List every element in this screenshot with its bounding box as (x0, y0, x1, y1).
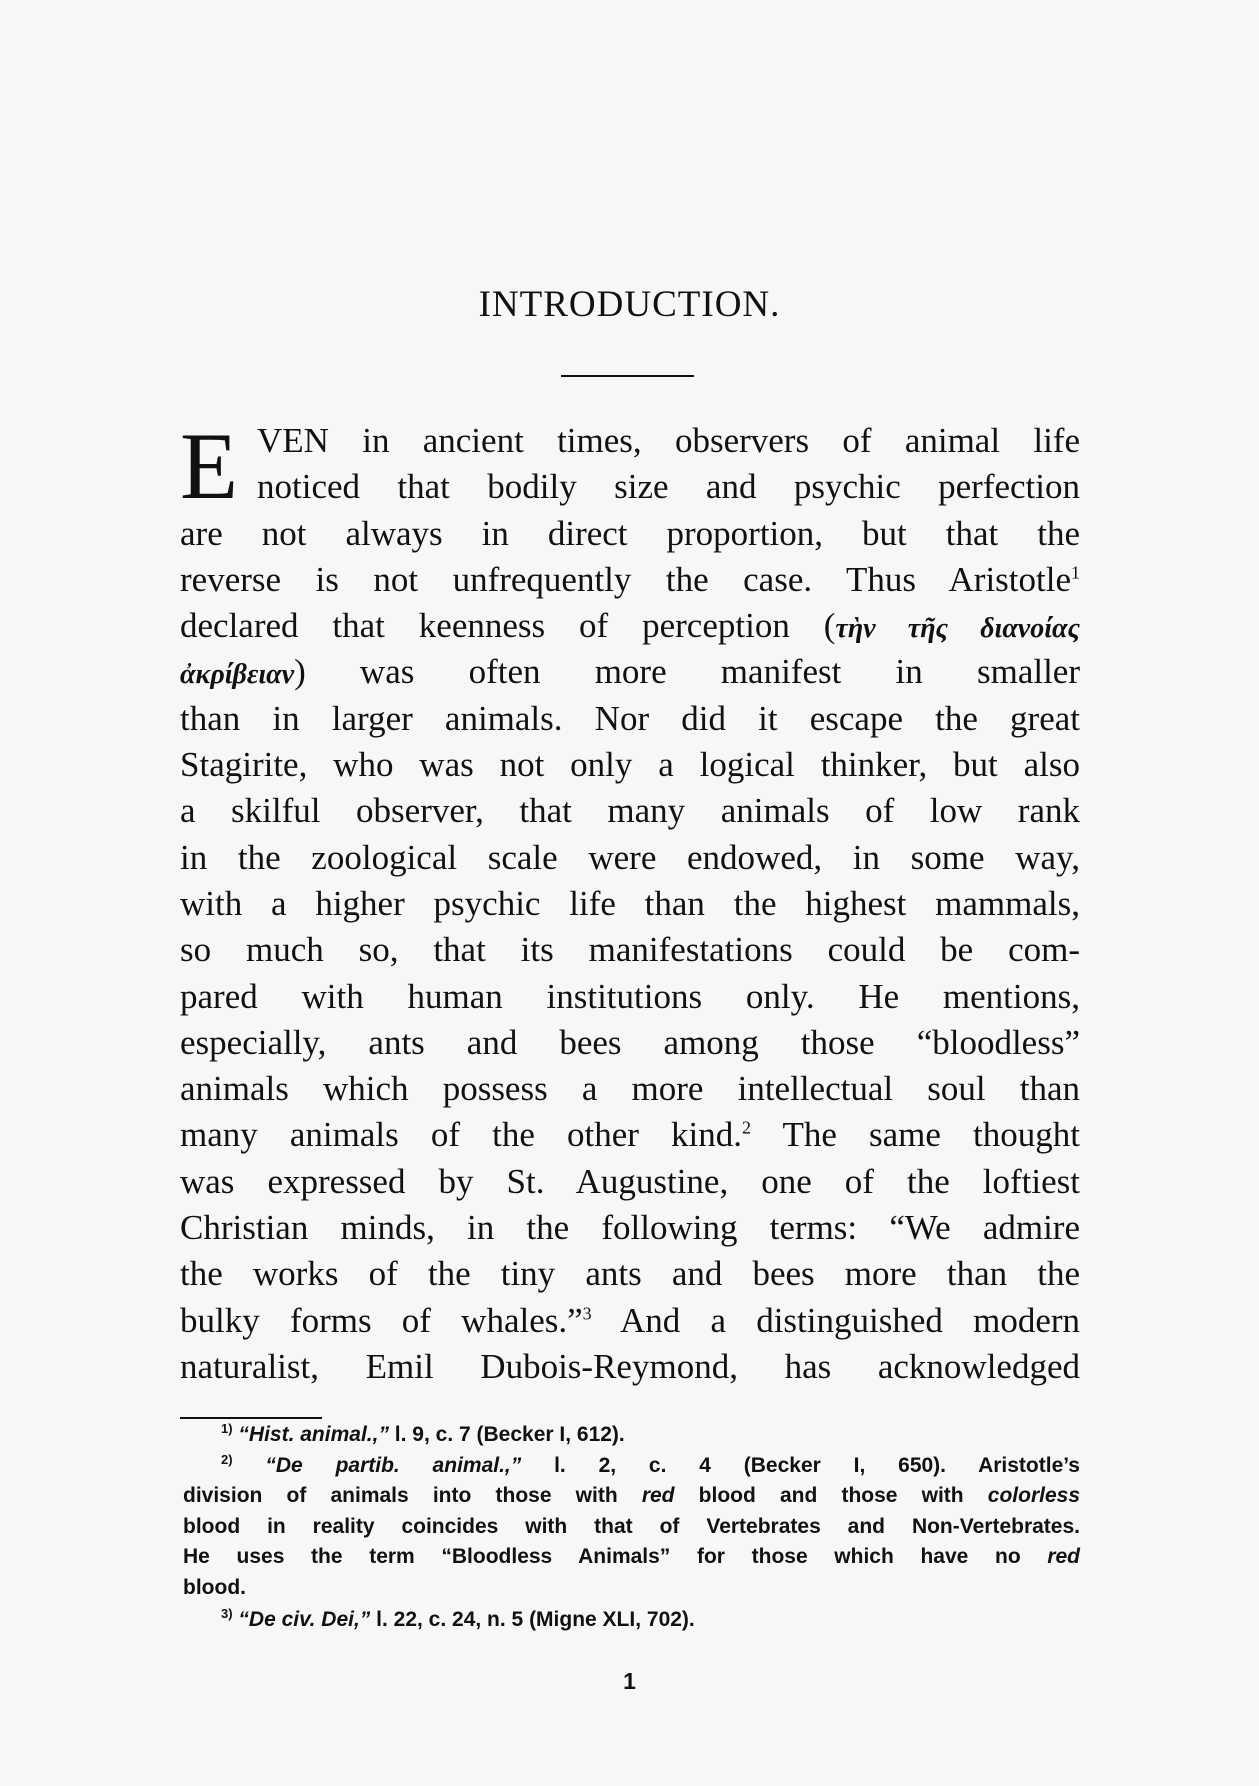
text-line: with a higher psychic life than the highest mammals, (180, 883, 1080, 923)
text-line: animals which possess a more intellectual soul than (180, 1069, 1080, 1109)
text-line: Christian minds, in the following terms: “We admire (180, 1208, 1080, 1248)
footnote-ref: 1 (1071, 562, 1080, 583)
text-line: ἀκρίβειαν) was often more manifest in smaller (180, 652, 1080, 692)
footnote-2-line: blood in reality coincides with that of Vertebrates and Non-Vertebrates. (183, 1514, 1080, 1538)
body-text (180, 413, 1081, 1390)
footnote-2-line: He uses the term “Bloodless Animals” for those which have no red (183, 1545, 1080, 1568)
text-line: many animals of the other kind.$^2$ The same thought (180, 1115, 1080, 1155)
text-line: the works of the tiny ants and bees more than the (180, 1254, 1080, 1294)
text-line: are not always in direct proportion, but that the (180, 513, 1080, 553)
footnote-divider (180, 1417, 322, 1419)
text-line: pared with human institutions only. He mentions, (180, 976, 1080, 1016)
text-line: especially, ants and bees among those “bloodless” (180, 1022, 1080, 1062)
footnote-2-line: division of animals into those with red blood and those with colorless (183, 1484, 1080, 1507)
text-line: noticed that bodily size and psychic perfection (257, 467, 1080, 507)
text-line: so much so, that its manifestations could be com- (180, 930, 1080, 970)
drop-cap: E (180, 413, 239, 519)
text-line: VEN in ancient times, observers of animal life (257, 421, 1080, 460)
greek-phrase: ἀκρίβειαν (180, 659, 295, 691)
page-number: 1 (623, 1668, 636, 1694)
footnotes (183, 1420, 1080, 1636)
footnote-ref: 3 (582, 1302, 592, 1323)
title-divider (561, 375, 694, 377)
footnote-2: $^{2)}$ “De partib. animal.,” l. 2, c. 4 (Becker I, 650). Aristotle’s (221, 1451, 1080, 1477)
text-line: was expressed by St. Augustine, one of the loftiest (180, 1161, 1080, 1201)
text-line: in the zoological scale were endowed, in some way, (180, 837, 1080, 877)
text-line: reverse is not unfrequently the case. Thus Aristotle$^1$ (180, 559, 1080, 599)
page-title: INTRODUCTION. (478, 284, 781, 325)
text-line: naturalist, Emil Dubois-Reymond, has acknowledged (180, 1346, 1080, 1386)
text-line: than in larger animals. Nor did it escape the great (180, 698, 1080, 738)
footnote-2-line: blood. (183, 1575, 246, 1599)
footnote-ref: 2 (742, 1117, 751, 1138)
greek-phrase: τὴν τῆς διανοίας (835, 613, 1080, 645)
text-line: declared that keenness of perception (τὴν τῆς διανοίας (180, 606, 1080, 646)
footnote-3: $^{3)}$ “De civ. Dei,” l. 22, c. 24, n. 5 (Migne XLI, 702). (221, 1606, 695, 1631)
text-line: a skilful observer, that many animals of low rank (180, 791, 1080, 831)
text-line: bulky forms of whales.”$^3$ And a distinguished modern (180, 1300, 1081, 1340)
footnote-1: $^{1)}$ “Hist. animal.,” l. 9, c. 7 (Becker I, 612). (221, 1421, 625, 1446)
text-line: Stagirite, who was not only a logical thinker, but also (180, 745, 1080, 785)
